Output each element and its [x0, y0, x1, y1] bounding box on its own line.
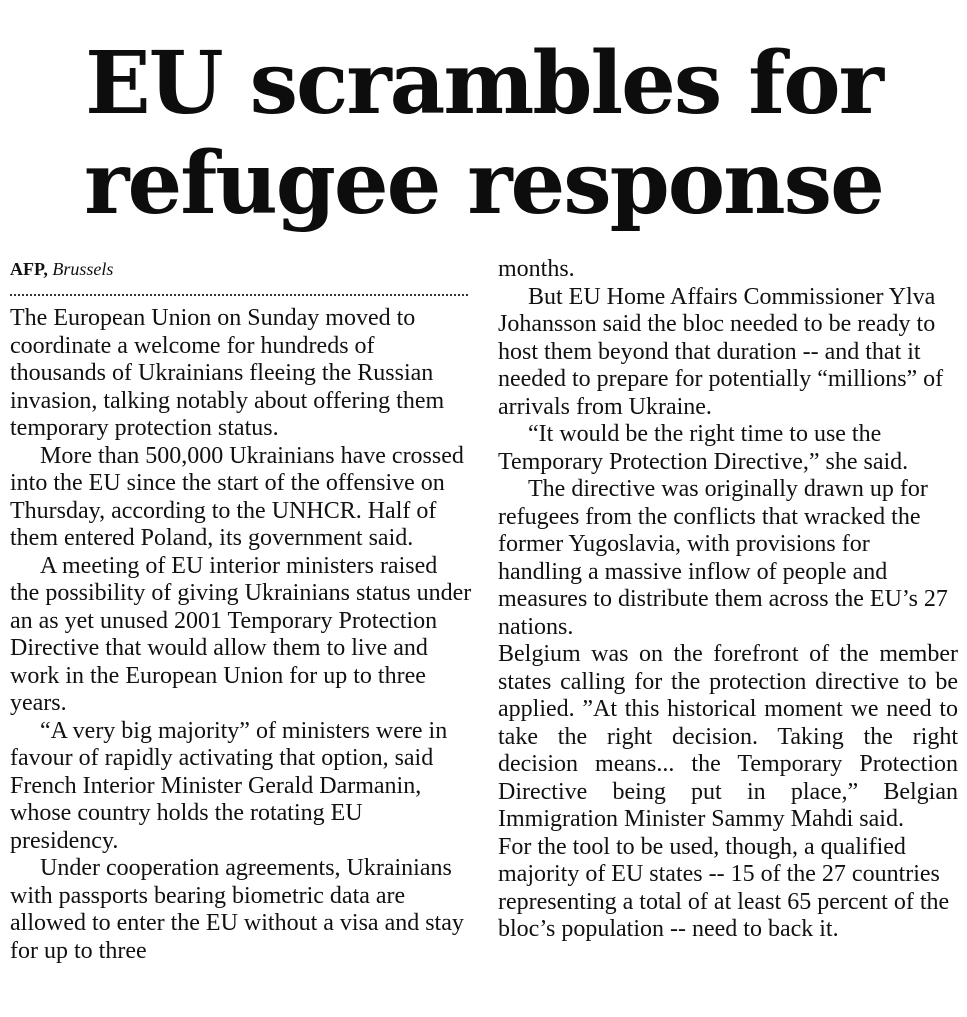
- paragraph: The directive was originally drawn up for refugees from the conflicts that wracked the former Yugoslavia, with provisions for handling a massive inflow of people and measures to distribute them across the EU’s 27 nations.: [498, 476, 948, 640]
- left-column: [10, 256, 472, 965]
- byline: [10, 256, 472, 282]
- paragraph: A meeting of EU interior ministers raised the possibility of giving Ukrainians status under an as yet unused 2001 Temporary Protection Directive that would allow them to live and work in the European Union for up to three years.: [10, 552, 472, 716]
- byline-divider: [10, 294, 468, 296]
- paragraph: “It would be the right time to use the Temporary Protection Directive,” she said.: [498, 421, 909, 475]
- paragraph: But EU Home Affairs Commissioner Ylva Johansson said the bloc needed to be ready to host them beyond that duration -- and that it needed to prepare for potentially “millions” of arrivals from Ukraine.: [498, 283, 944, 420]
- paragraph: The European Union on Sunday moved to coordinate a welcome for hundreds of thousands of Ukrainians fleeing the Russian invasion, talking notably about offering them temporary protection status.: [10, 305, 445, 441]
- headline: [0, 34, 967, 234]
- paragraph: Under cooperation agreements, Ukrainians with passports bearing biometric data are allowed to enter the EU without a visa and stay for up to three: [10, 855, 464, 964]
- paragraph: “A very big majority” of ministers were in favour of rapidly activating that option, said French Interior Minister Gerald Darmanin, whose country holds the rotating EU presidency.: [10, 717, 448, 854]
- paragraph: months.: [498, 256, 575, 282]
- right-column: [498, 256, 958, 944]
- paragraph: More than 500,000 Ukrainians have crossed into the EU since the start of the offensive on Thursday, according to the UNHCR. Half of them entered Poland, its government said.: [10, 442, 464, 551]
- byline-agency: AFP,: [10, 259, 48, 279]
- paragraph: Belgium was on the forefront of the member states calling for the protection directive to be applied. ”At this historical moment we need to take the right decision. Taking the right decision means... the Temporary Protection Directive being put in place,” Belgian Immigration Minister Sammy Mahdi said.: [498, 641, 958, 832]
- paragraph: For the tool to be used, though, a qualified majority of EU states -- 15 of the 27 countries representing a total of at least 65 percent of the bloc’s population -- need to back it.: [498, 833, 950, 942]
- headline-line-2: refugee response: [84, 133, 883, 234]
- headline-line-1: EU scrambles for: [85, 33, 882, 134]
- byline-location: Brussels: [52, 259, 114, 279]
